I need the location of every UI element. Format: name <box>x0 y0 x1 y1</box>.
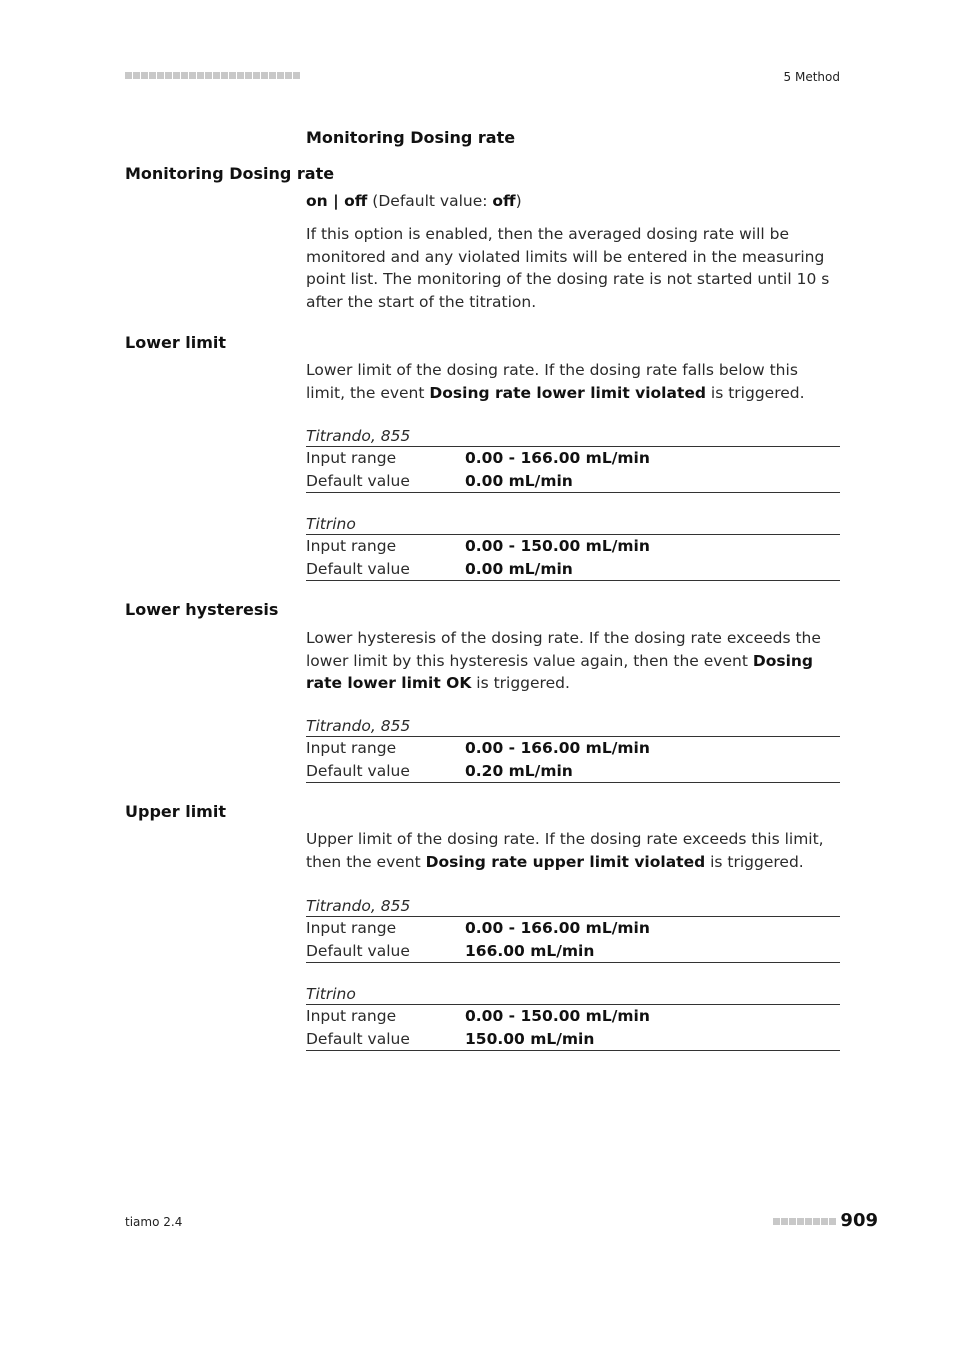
option-separator: | <box>327 192 345 210</box>
lower-hysteresis-description: Lower hysteresis of the dosing rate. If the dosing rate exceeds the lower limit by this hysteresis value again, then the event Dosing rate lower limit OK is triggered. <box>306 629 821 692</box>
lower-limit-description: Lower limit of the dosing rate. If the dosing rate falls below this limit, the event Dosing rate lower limit violated is triggered. <box>306 361 805 402</box>
table-row: Input range 0.00 - 150.00 mL/min <box>306 1007 650 1025</box>
table-caption: Titrino <box>306 515 356 533</box>
header-decoration <box>125 71 300 80</box>
monitoring-options <box>306 190 840 213</box>
page-number: 909 <box>840 1210 878 1231</box>
table-row: Default value 0.00 mL/min <box>306 471 573 490</box>
param-label-monitoring: Monitoring Dosing rate <box>125 164 335 183</box>
table-row: Input range 0.00 - 166.00 mL/min <box>306 919 650 937</box>
footer-decoration <box>773 1217 836 1225</box>
default-prefix: (Default value: <box>367 192 493 210</box>
default-value: off <box>492 192 516 210</box>
option-off: off <box>344 192 368 210</box>
table-row: Default value 0.20 mL/min <box>306 761 573 780</box>
table-caption: Titrando, 855 <box>306 717 411 735</box>
table-row: Input range 0.00 - 166.00 mL/min <box>306 739 650 757</box>
monitoring-description: If this option is enabled, then the averaged dosing rate will be monitored and any violated limits will be entered in the measuring point list. The monitoring of the dosing rate is not started until 10 s after the start of the titration. <box>306 225 830 311</box>
chapter-title: 5 Method <box>783 70 840 84</box>
table-caption: Titrando, 855 <box>306 427 411 445</box>
default-suffix: ) <box>515 192 522 210</box>
section-title: Monitoring Dosing rate <box>306 128 516 147</box>
upper-limit-table-titrino <box>306 982 840 1051</box>
param-label-lower-hysteresis: Lower hysteresis <box>125 600 279 619</box>
table-row: Default value 0.00 mL/min <box>306 559 573 578</box>
table-row: Default value 166.00 mL/min <box>306 941 595 960</box>
lower-hysteresis-table-titrando <box>306 714 840 783</box>
upper-limit-description: Upper limit of the dosing rate. If the dosing rate exceeds this limit, then the event Dosing rate upper limit violated is triggered. <box>306 830 824 871</box>
product-name: tiamo 2.4 <box>125 1215 183 1229</box>
lower-limit-table-titrino <box>306 512 840 581</box>
table-row: Input range 0.00 - 166.00 mL/min <box>306 449 650 467</box>
table-caption: Titrando, 855 <box>306 897 411 915</box>
option-on: on <box>306 192 328 210</box>
param-label-lower-limit: Lower limit <box>125 333 227 352</box>
upper-limit-table-titrando <box>306 894 840 963</box>
table-caption: Titrino <box>306 985 356 1003</box>
lower-limit-table-titrando <box>306 424 840 493</box>
table-row: Input range 0.00 - 150.00 mL/min <box>306 537 650 555</box>
param-label-upper-limit: Upper limit <box>125 802 226 821</box>
table-row: Default value 150.00 mL/min <box>306 1029 595 1048</box>
